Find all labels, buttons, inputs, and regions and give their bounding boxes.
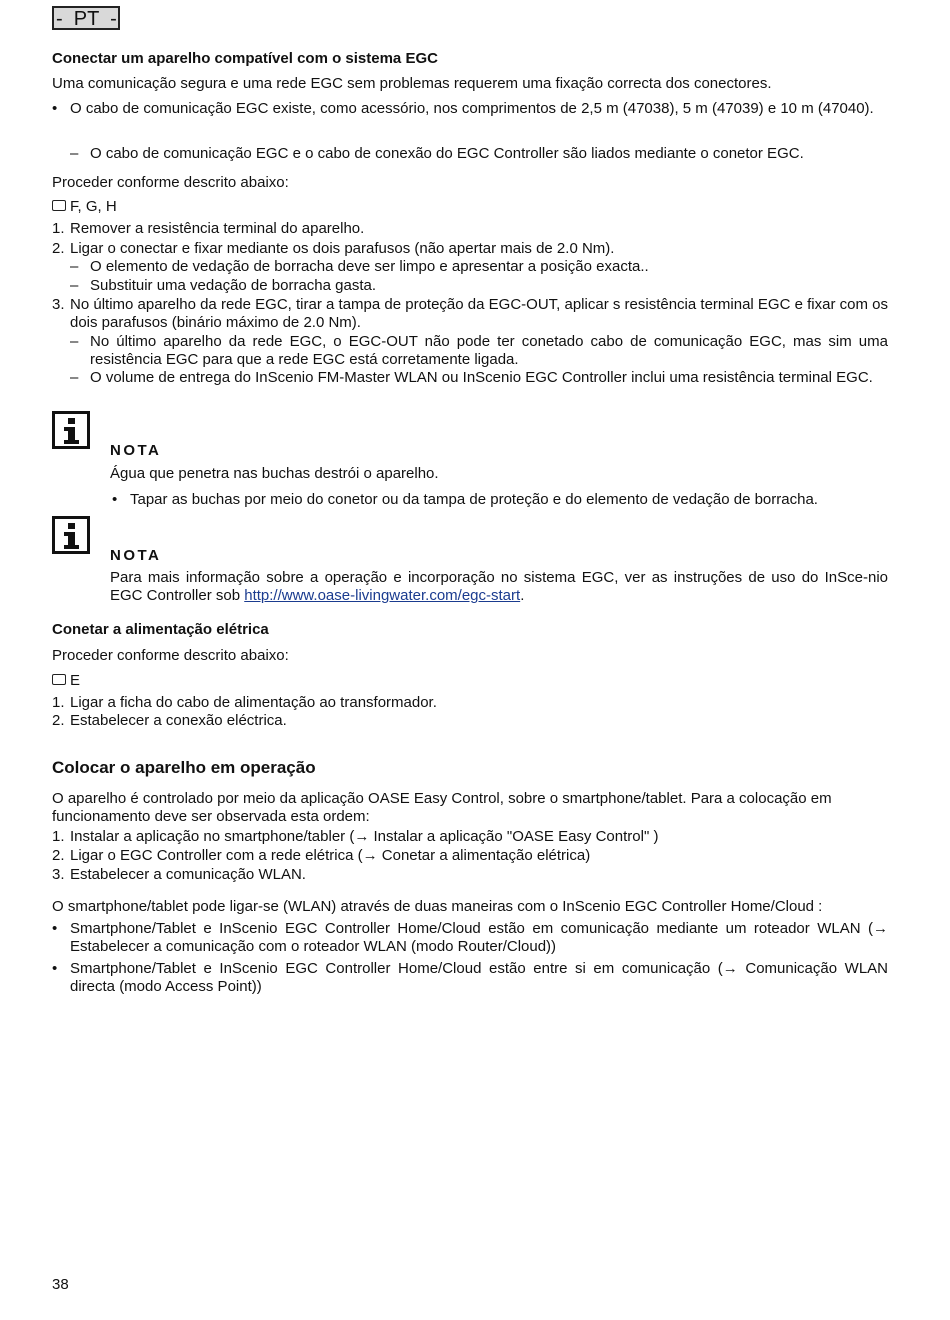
step-item: [52, 866, 888, 884]
paragraph: Uma comunicação segura e uma rede EGC sem problemas requerem uma fixação correcta dos conectores.: [52, 75, 772, 92]
paragraph: O aparelho é controlado por meio da aplicação OASE Easy Control, sobre o smartphone/tablet. Para a colocação em funcionamento deve ser observada esta ordem:: [52, 790, 832, 825]
list-item-text: Smartphone/Tablet e InScenio EGC Controller Home/Cloud estão entre si em comunicação (→ Comunicação WLAN directa (modo Access Point)): [70, 960, 888, 995]
page-number: 38: [52, 1276, 69, 1293]
bullet-marker: •: [112, 491, 118, 508]
info-icon: [52, 516, 90, 554]
section-heading-operation: Colocar o aparelho em operação: [52, 758, 316, 777]
note-text-body: Para mais informação sobre a operação e incorporação no sistema EGC, ver as instruções de uso do InSce-nio EGC Controller sob: [110, 569, 888, 604]
dash-marker: –: [70, 369, 79, 386]
list-item-text: Smartphone/Tablet e InScenio EGC Controller Home/Cloud estão em comunicação mediante um roteador WLAN (→ Estabelecer a comunicação com o roteador WLAN (modo Router/Cloud)): [70, 920, 888, 955]
step-number: 3.: [52, 866, 65, 883]
list-item: [52, 369, 888, 387]
dash-marker: –: [70, 145, 79, 162]
dash-marker: –: [70, 258, 79, 275]
step-text: Ligar o EGC Controller com a rede elétrica (→ Conetar a alimentação elétrica): [70, 847, 591, 864]
step-number: 1.: [52, 694, 65, 711]
dash-marker: –: [70, 277, 79, 294]
list-item: [52, 920, 888, 956]
paragraph: O smartphone/tablet pode ligar-se (WLAN) através de duas maneiras com o InScenio EGC Controller Home/Cloud :: [52, 898, 823, 915]
list-item-text: O cabo de comunicação EGC existe, como acessório, nos comprimentos de 2,5 m (47038), 5 m (47039) e 10 m (47040).: [70, 100, 874, 117]
list-item-text: O elemento de vedação de borracha deve ser limpo e apresentar a posição exacta..: [90, 258, 649, 275]
list-item: [52, 960, 888, 996]
step-number: 2.: [52, 240, 65, 257]
note-text: [110, 569, 888, 605]
list-item: [52, 100, 888, 118]
paragraph: Proceder conforme descrito abaixo:: [52, 174, 289, 191]
figure-box-icon: [52, 674, 66, 685]
bullet-marker: •: [52, 960, 58, 977]
note-title: NOTA: [110, 442, 162, 459]
list-item: [52, 277, 888, 295]
list-item: [110, 491, 888, 509]
step-item: [52, 220, 888, 238]
step-text: No último aparelho da rede EGC, tirar a tampa de proteção da EGC-OUT, aplicar s resistência terminal EGC e fixar com os dois parafusos (binário máximo de 2.0 Nm).: [70, 296, 888, 331]
list-item: [52, 333, 888, 369]
egc-start-link[interactable]: http://www.oase-livingwater.com/egc-start: [244, 587, 521, 604]
list-item-text: O cabo de comunicação EGC e o cabo de conexão do EGC Controller são liados mediante o conetor EGC.: [90, 145, 804, 162]
step-number: 3.: [52, 296, 65, 313]
step-item: [52, 240, 888, 258]
dash-marker: –: [70, 333, 79, 350]
bullet-marker: •: [52, 920, 58, 937]
figure-box-icon: [52, 200, 66, 211]
step-number: 1.: [52, 828, 65, 845]
language-tag: - PT -: [52, 6, 120, 30]
step-text: Ligar a ficha do cabo de alimentação ao transformador.: [70, 694, 437, 711]
list-item-text: O volume de entrega do InScenio FM-Master WLAN ou InScenio EGC Controller inclui uma resistência terminal EGC.: [90, 369, 873, 386]
step-text: Instalar a aplicação no smartphone/tabler (→ Instalar a aplicação "OASE Easy Control" ): [70, 828, 659, 845]
note-title: NOTA: [110, 547, 162, 564]
list-item: [52, 258, 888, 276]
note-text: Água que penetra nas buchas destrói o aparelho.: [110, 465, 439, 482]
figure-reference: [52, 672, 888, 690]
step-item: [52, 712, 888, 730]
section-heading-power: Conetar a alimentação elétrica: [52, 621, 269, 638]
step-text: Estabelecer a comunicação WLAN.: [70, 866, 306, 883]
step-text: Estabelecer a conexão eléctrica.: [70, 712, 287, 729]
step-item: [52, 694, 888, 712]
list-item-text: Substituir uma vedação de borracha gasta.: [90, 277, 377, 294]
step-item: [52, 828, 888, 846]
step-number: 2.: [52, 712, 65, 729]
list-item: [52, 145, 888, 163]
paragraph: Proceder conforme descrito abaixo:: [52, 647, 289, 664]
list-item-text: No último aparelho da rede EGC, o EGC-OUT não pode ter conetado cabo de comunicação EGC, mas sim uma resistência EGC para que a rede EGC está corretamente ligada.: [90, 333, 888, 368]
figure-reference: [52, 198, 888, 216]
figure-letters: F, G, H: [70, 198, 117, 215]
list-item-text: Tapar as buchas por meio do conetor ou da tampa de proteção e do elemento de vedação de borracha.: [130, 491, 818, 508]
bullet-marker: •: [52, 100, 58, 117]
step-number: 2.: [52, 847, 65, 864]
step-number: 1.: [52, 220, 65, 237]
step-text: Ligar o conectar e fixar mediante os dois parafusos (não apertar mais de 2.0 Nm).: [70, 240, 615, 257]
note-text-end: .: [520, 587, 525, 604]
section-heading-egc: Conectar um aparelho compatível com o sistema EGC: [52, 50, 438, 67]
step-text: Remover a resistência terminal do aparelho.: [70, 220, 365, 237]
step-item: [52, 847, 888, 865]
figure-letters: E: [70, 672, 81, 689]
info-icon: [52, 411, 90, 449]
step-item: [52, 296, 888, 332]
